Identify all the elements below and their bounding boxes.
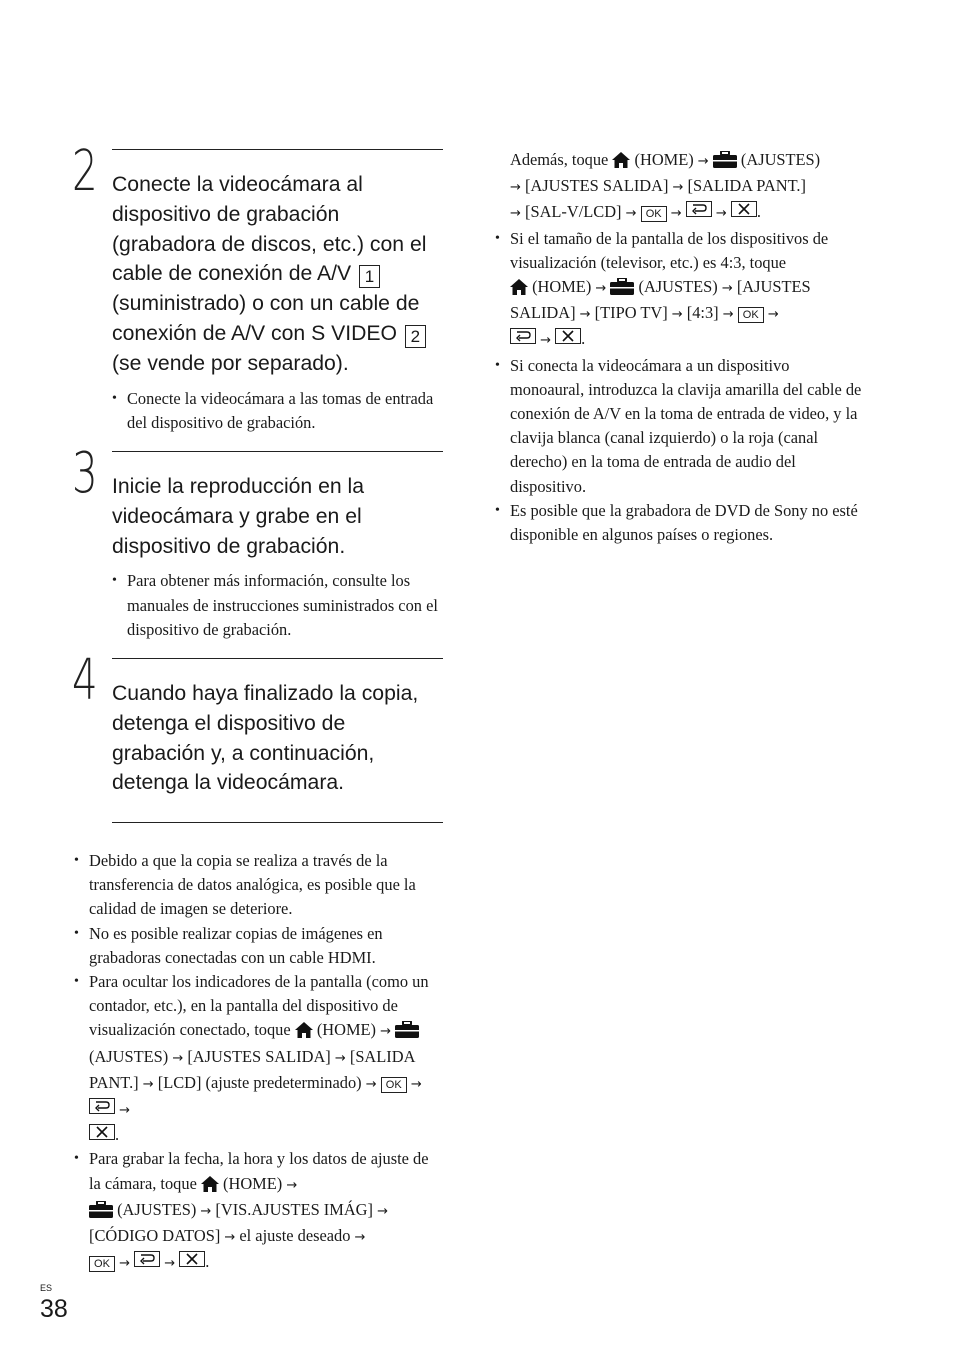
ok-button-icon: OK <box>89 1256 115 1272</box>
arrow-icon: → <box>119 1103 131 1119</box>
list-item: • Es posible que la grabadora de DVD de Sony no esté disponible en algunos países o regiones. <box>495 499 867 547</box>
arrow-icon: → <box>671 307 683 323</box>
arrow-icon: → <box>224 1230 236 1246</box>
step-4 <box>112 679 443 798</box>
step-3 <box>112 472 443 642</box>
arrow-icon: → <box>172 1050 184 1066</box>
arrow-icon: → <box>334 1050 346 1066</box>
notes-right <box>495 148 867 547</box>
ok-button-icon: OK <box>738 307 764 323</box>
list-item: • Para obtener más información, consulte los manuales de instrucciones suministrados con el dispositivo de grabación. <box>112 569 443 642</box>
arrow-icon: → <box>510 206 521 222</box>
step-3-bullets <box>112 569 443 642</box>
toolbox-icon <box>395 1021 419 1038</box>
home-icon <box>201 1176 219 1192</box>
arrow-icon: → <box>722 307 734 323</box>
return-icon <box>89 1098 115 1114</box>
toolbox-icon <box>610 278 634 295</box>
toolbox-icon <box>89 1201 113 1218</box>
home-icon <box>295 1022 313 1038</box>
step-2-number: 2 <box>72 139 98 204</box>
list-item: • Si conecta la videocámara a un dispositivo monoaural, introduzca la clavija amarilla del cable de conexión de A/V en la toma de entrada de video, y la clavija blanca (canal izquierdo) o la roja (canal derecho) en la toma de entrada de audio del dispositivo. <box>495 354 867 499</box>
notes-right-intro: Además, toque (HOME) → (AJUSTES) → [AJUSTES SALIDA] → [SALIDA PANT.] → [SAL-V/LCD] → OK → → . <box>510 150 821 222</box>
close-icon <box>179 1251 205 1267</box>
list-item: • Conecte la videocámara a las tomas de entrada del dispositivo de grabación. <box>112 387 443 435</box>
close-icon <box>731 201 757 217</box>
list-item: • Para ocultar los indicadores de la pantalla (como un contador, etc.), en la pantalla del dispositivo de visualización conectado, toque (HOME) → (AJUSTES) → [AJUSTES SALIDA] → [SALIDA PANT.] → [LCD] (ajuste predeterminado) → OK → → . <box>74 970 444 1147</box>
ok-button-icon: OK <box>381 1077 407 1093</box>
page-number: 38 <box>40 1295 68 1323</box>
list-item: • Debido a que la copia se realiza a través de la transferencia de datos analógica, es posible que la calidad de imagen se deteriore. <box>74 849 444 922</box>
step-2-rule <box>112 149 443 150</box>
step-2 <box>112 170 443 435</box>
page-language: ES <box>40 1283 53 1293</box>
return-icon <box>686 201 712 217</box>
arrow-icon: → <box>672 180 684 196</box>
arrow-icon: → <box>595 281 607 297</box>
return-icon <box>134 1251 160 1267</box>
arrow-icon: → <box>625 206 637 222</box>
step-2-bullets <box>112 387 443 435</box>
step-4-rule <box>112 658 443 659</box>
arrow-icon: → <box>377 1203 388 1219</box>
arrow-icon: → <box>142 1076 154 1092</box>
arrow-icon: → <box>670 206 682 222</box>
list-item: • Para grabar la fecha, la hora y los datos de ajuste de la cámara, toque (HOME) → (AJUSTES) → [VIS.AJUSTES IMÁG] → [CÓDIGO DATOS] → el ajuste deseado → OK → → . <box>74 1147 444 1276</box>
step-4-title: Cuando haya finalizado la copia, detenga el dispositivo de grabación y, a continuación, detenga la videocámara. <box>112 682 419 795</box>
toolbox-icon <box>713 151 737 168</box>
arrow-icon: → <box>767 307 779 323</box>
arrow-icon: → <box>697 154 709 169</box>
arrow-icon: → <box>380 1024 391 1040</box>
arrow-icon: → <box>365 1076 377 1092</box>
home-icon <box>510 279 528 295</box>
arrow-icon: → <box>540 333 552 349</box>
ok-button-icon: OK <box>641 206 667 222</box>
arrow-icon: → <box>164 1256 176 1272</box>
list-item: • No es posible realizar copias de imágenes en grabadoras conectadas con un cable HDMI. <box>74 922 444 970</box>
arrow-icon: → <box>410 1076 422 1092</box>
arrow-icon: → <box>200 1203 212 1219</box>
step-2-title: Conecte la videocámara al dispositivo de grabación (grabadora de discos, etc.) con el cable de conexión de A/V 1 (suministrado) o con un cable de conexión de A/V con S VIDEO 2 (se vende por separado). <box>112 173 427 375</box>
arrow-icon: → <box>721 281 733 297</box>
close-icon <box>89 1124 115 1140</box>
close-icon <box>555 328 581 344</box>
list-item: • Si el tamaño de la pantalla de los dispositivos de visualización (televisor, etc.) es 4:3, toque (HOME) → (AJUSTES) → [AJUSTES SALIDA] → [TIPO TV] → [4:3] → OK → → . <box>495 227 867 354</box>
step-3-rule <box>112 451 443 452</box>
arrow-icon: → <box>354 1230 366 1246</box>
arrow-icon: → <box>510 180 521 196</box>
step-3-number: 3 <box>72 441 98 506</box>
step-3-title: Inicie la reproducción en la videocámara y grabe en el dispositivo de grabación. <box>112 475 365 558</box>
box-number-1: 1 <box>359 265 380 288</box>
arrow-icon: → <box>119 1256 131 1272</box>
arrow-icon: → <box>579 307 591 323</box>
step-4-number: 4 <box>72 648 98 713</box>
arrow-icon: → <box>715 206 727 222</box>
notes-right-list <box>495 227 867 548</box>
section-rule <box>112 822 443 823</box>
arrow-icon: → <box>286 1177 298 1193</box>
box-number-2: 2 <box>405 325 426 348</box>
home-icon <box>612 152 630 168</box>
notes-left <box>74 849 444 1276</box>
return-icon <box>510 328 536 344</box>
